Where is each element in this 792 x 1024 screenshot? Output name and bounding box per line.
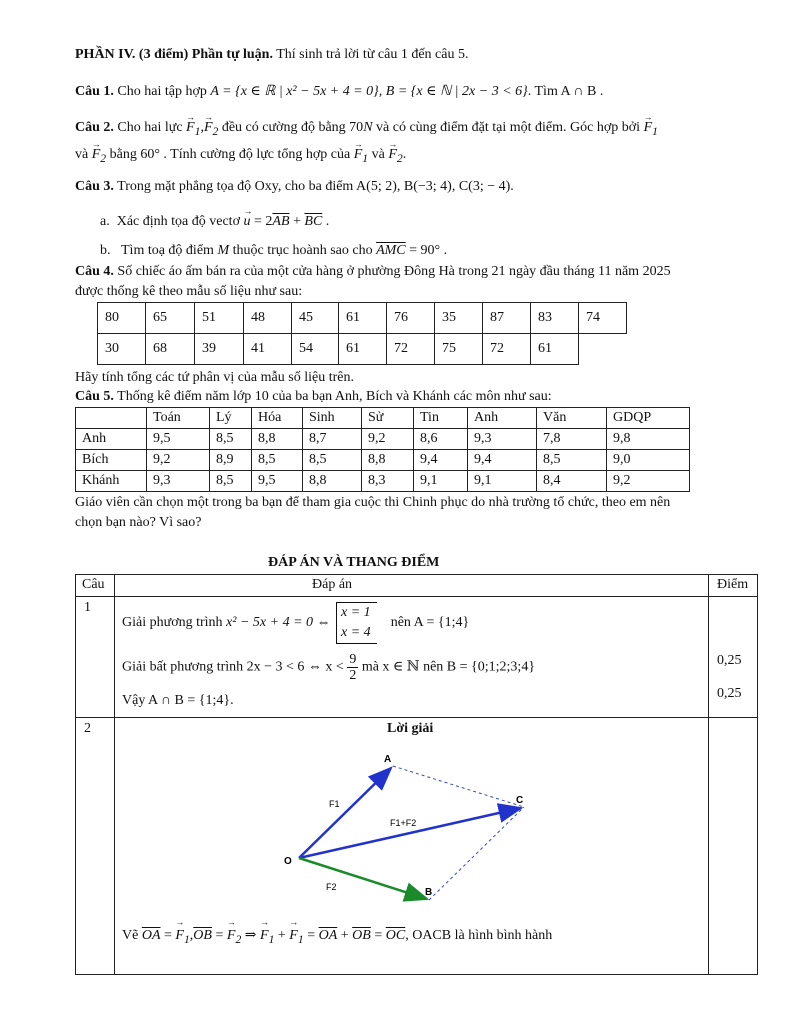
table-cell: 8,5 [252, 450, 303, 471]
q3b-eq: = 90° . [405, 243, 448, 258]
q5-label: Câu 5. [75, 389, 114, 404]
score-cell: 0,25 [717, 653, 742, 668]
vector-oa [299, 768, 391, 858]
table-cell: 45 [292, 303, 339, 334]
question-3b [100, 242, 447, 260]
oa-vector: $\overline{OA}$ [318, 928, 338, 943]
table-cell: Khánh [76, 471, 147, 492]
table-cell: 74 [579, 303, 627, 334]
table-cell: 30 [98, 334, 146, 365]
table-cell: 65 [146, 303, 195, 334]
table-cell: 9,8 [607, 429, 690, 450]
table-cell: Bích [76, 450, 147, 471]
answer-1-line1 [122, 602, 469, 644]
q4-text1: Số chiếc áo ấm bán ra của một cửa hàng ở phường Đông Hà trong 21 ngày đầu tháng 11 năm 2025 [113, 264, 671, 279]
table-row [76, 429, 690, 450]
table-cell: 51 [195, 303, 244, 334]
row-divider [76, 717, 757, 718]
table-cell: 35 [435, 303, 483, 334]
a1-set-a: nên A = {1;4} [390, 615, 470, 631]
ab-vector: $\overline{AB}$ [272, 214, 290, 229]
table-cell: 61 [339, 303, 387, 334]
question-2-line1: Câu 2. Cho hai lực → $F_1,\to F_2$ đều có cường độ bằng 70N và có cùng điểm đặt tại một điểm. Góc hợp bởi → $F_1$ [75, 119, 658, 141]
table-cell: 61 [531, 334, 579, 365]
vector-ob [299, 858, 427, 899]
question-4-line1 [75, 263, 671, 281]
q5-after-text2: chọn bạn nào? Vì sao? [75, 515, 202, 530]
answer-1-line2 [122, 652, 535, 683]
question-3 [75, 178, 514, 196]
answer-2-number: 2 [84, 721, 91, 736]
table-cell: 9,1 [414, 471, 468, 492]
table-cell: 48 [244, 303, 292, 334]
question-4-line2 [75, 283, 302, 301]
table-header-cell: Tin [414, 408, 468, 429]
table-cell: 76 [387, 303, 435, 334]
table-cell: 80 [98, 303, 146, 334]
f1-symbol: → $F_1$ [260, 928, 274, 946]
q5-text: Thống kê điểm năm lớp 10 của ba bạn Anh, Bích và Khánh các môn như sau: [113, 389, 552, 404]
answer-title [268, 554, 439, 572]
q3b-label: b. [100, 243, 111, 258]
table-cell: 54 [292, 334, 339, 365]
table-cell: 8,5 [210, 429, 252, 450]
fraction-9-2 [347, 652, 358, 683]
table-cell: 9,2 [607, 471, 690, 492]
q2-text-c: và có cùng điểm đặt tại một điểm. Góc hợp bởi [372, 120, 644, 135]
parallelogram-figure [266, 750, 546, 910]
label-o: O [284, 856, 292, 867]
a1-root2: x = 4 [341, 625, 371, 640]
a2-title-text: Lời giải [387, 721, 434, 736]
question-5 [75, 388, 552, 406]
question-3a [100, 213, 329, 231]
table-cell: 8,8 [252, 429, 303, 450]
table-cell: 9,4 [414, 450, 468, 471]
q3a-plus: + [289, 214, 305, 229]
header-diem: Điểm [717, 577, 749, 592]
table-cell: 9,4 [468, 450, 537, 471]
table-cell: 8,6 [414, 429, 468, 450]
table-cell: 8,3 [362, 471, 414, 492]
table-cell: 9,3 [147, 471, 210, 492]
q3a-mid: = 2 [250, 214, 273, 229]
table-cell: 9,2 [362, 429, 414, 450]
label-f1: F1 [329, 799, 340, 809]
a1-set-b: mà x ∈ ℕ nên B = {0;1;2;3;4} [358, 659, 536, 675]
q4-after-text: Hãy tính tổng các tứ phân vị của mẫu số liệu trên. [75, 370, 354, 385]
q4-text2: được thống kê theo mẫu số liệu như sau: [75, 284, 303, 299]
answer-2-title [387, 721, 433, 737]
dashed-edge-bc [429, 807, 524, 900]
table-cell: 8,8 [362, 450, 414, 471]
label-b: B [425, 887, 433, 898]
a1-equation: x² − 5x + 4 = 0 ⇔ [226, 615, 331, 631]
part-instruction: Thí sinh trả lời từ câu 1 đến câu 5. [272, 47, 469, 62]
oa-vector: $\overline{OA}$ [141, 928, 161, 943]
f1-symbol: → $F_1$ [289, 928, 303, 946]
table-header-cell: GDQP [607, 408, 690, 429]
q2-text-g: . [402, 147, 407, 162]
a2-conclusion: , OACB là hình bình hành [405, 928, 553, 943]
a2-text: Vẽ [122, 928, 142, 943]
q2-text-e: bằng 60° . Tính cường độ lực tổng hợp của [106, 147, 354, 162]
table-cell: 72 [483, 334, 531, 365]
a1-root1: x = 1 [341, 605, 371, 620]
q3-text: Trong mặt phẳng tọa độ Oxy, cho ba điểm [113, 179, 357, 194]
table-cell: 41 [244, 334, 292, 365]
table-row [76, 450, 690, 471]
q2-text-f: và [368, 147, 389, 162]
empty-cell [579, 334, 627, 365]
q4-label: Câu 4. [75, 264, 114, 279]
f1-symbol: → $F_1$ [354, 146, 368, 168]
question-5-after2 [75, 514, 201, 532]
answer-1-line3: Vậy A ∩ B = {1;4}. [122, 693, 234, 708]
col-divider [708, 575, 709, 974]
table-cell: 8,9 [210, 450, 252, 471]
label-c: C [516, 795, 524, 806]
table-header-cell: Anh [468, 408, 537, 429]
f2-symbol: → $F_2$ [388, 146, 402, 168]
table-cell: 7,8 [537, 429, 607, 450]
question-2-line2 [75, 146, 406, 168]
table-cell: 8,4 [537, 471, 607, 492]
f2-symbol: → $F_2$ [227, 928, 241, 946]
table-header-cell: Văn [537, 408, 607, 429]
table-header-cell: Hóa [252, 408, 303, 429]
q1-text: Cho hai tập hợp [113, 84, 211, 99]
table-row [76, 471, 690, 492]
q3b-m: M [217, 243, 230, 258]
table-header-row [76, 408, 690, 429]
f2-symbol: → $F_2$ [92, 146, 106, 168]
dashed-edge-ac [393, 766, 524, 807]
answer-table [75, 574, 758, 975]
question-5-after1 [75, 494, 670, 512]
f1-symbol: → $F_1$ [175, 928, 189, 946]
table-cell: 83 [531, 303, 579, 334]
table-cell: 8,7 [303, 429, 362, 450]
table-cell: 9,1 [468, 471, 537, 492]
q2-text-d: và [75, 147, 92, 162]
q1-set-b: , B = {x ∈ ℕ | 2x − 3 < 6} [378, 84, 528, 99]
header-dapan: Đáp án [312, 577, 353, 592]
q1-label: Câu 1. [75, 84, 114, 99]
bc-vector: $\overline{BC}$ [304, 214, 323, 229]
question-4-after [75, 369, 354, 387]
f1-symbol: → $F_1$ [644, 119, 658, 141]
ob-vector: $\overline{OB}$ [193, 928, 212, 943]
q3b-text: Tìm toạ độ điểm [121, 243, 218, 258]
table-cell: 8,5 [210, 471, 252, 492]
q1-set-a: A = {x ∈ ℝ | x² − 5x + 4 = 0} [210, 84, 379, 99]
u-vector: → u [243, 213, 250, 231]
q5-after-text1: Giáo viên cần chọn một trong ba bạn để tham gia cuộc thi Chinh phục do nhà trường tổ chức, theo em nên [75, 495, 671, 510]
table-cell: 9,3 [468, 429, 537, 450]
table-cell: 9,5 [252, 471, 303, 492]
table-cell: 8,8 [303, 471, 362, 492]
q2-text-b: đều có cường độ bằng 70 [218, 120, 364, 135]
q3a-text: Xác định tọa độ vectơ [116, 214, 244, 229]
table-header-cell: Sinh [303, 408, 362, 429]
table-cell: Anh [76, 429, 147, 450]
ob-vector: $\overline{OB}$ [352, 928, 371, 943]
table-cell: 9,2 [147, 450, 210, 471]
part-header [75, 46, 468, 64]
f1-symbol: → $F_1$ [186, 119, 200, 141]
table-cell: 8,5 [303, 450, 362, 471]
table-row [98, 303, 627, 334]
row-divider [76, 596, 757, 597]
table-cell: 61 [339, 334, 387, 365]
frac-num: 9 [349, 652, 357, 667]
q3-label: Câu 3. [75, 179, 114, 194]
q3a-label: a. [100, 214, 110, 229]
table-header-cell: Lý [210, 408, 252, 429]
f2-symbol: → $F_2$ [204, 119, 218, 141]
oc-vector: $\overline{OC}$ [385, 928, 406, 943]
a1-ineq: Giải bất phương trình 2x − 3 < 6 ⇔ x < [122, 659, 348, 675]
q2-text-a: Cho hai lực [113, 120, 187, 135]
q2-unit: N [363, 120, 373, 135]
table-header-cell [76, 408, 147, 429]
table-cell: 87 [483, 303, 531, 334]
table-cell: 39 [195, 334, 244, 365]
question-1 [75, 83, 603, 101]
table-cell: 9,5 [147, 429, 210, 450]
table-cell: 75 [435, 334, 483, 365]
table-header-cell: Toán [147, 408, 210, 429]
part-title: PHẦN IV. (3 điểm) Phần tự luận. [75, 47, 273, 62]
table-cell: 68 [146, 334, 195, 365]
a1-text: Giải phương trình [122, 615, 227, 631]
table-row [98, 334, 627, 365]
col-divider [114, 575, 115, 974]
table-cell: 72 [387, 334, 435, 365]
q1-end: . Tìm A ∩ B . [527, 84, 604, 99]
a1-solution-bracket [336, 602, 377, 644]
angle-amc: $\overline{AMC}$ [376, 243, 406, 258]
table-header-cell: Sử [362, 408, 414, 429]
label-f1-plus-f2: F1+F2 [390, 818, 417, 828]
q3-points: A(5; 2), B(−3; 4), C(3; − 4). [356, 179, 514, 194]
answer-title-text: ĐÁP ÁN VÀ THANG ĐIỂM [268, 555, 440, 570]
vector-oc [299, 808, 521, 858]
frac-den: 2 [349, 668, 357, 683]
answer-2-last-line: Vẽ $\overline{OA}$ = → $F_1,\overline{OB}$ = → $F_2$ ⇒ → $F_1$ + → $F_1 = \overline{OA} + \overline{OB} = \overline{OC}$, OACB là hình bình hành [122, 927, 552, 946]
label-a: A [384, 754, 392, 765]
q4-data-table [97, 302, 627, 365]
q3a-end: . [322, 214, 330, 229]
table-cell: 9,0 [607, 450, 690, 471]
header-cau: Câu [82, 577, 105, 592]
answer-1-number: 1 [84, 600, 91, 615]
label-f2: F2 [326, 882, 337, 892]
table-cell: 8,5 [537, 450, 607, 471]
q2-label: Câu 2. [75, 120, 114, 135]
q5-score-table [75, 407, 690, 492]
q3b-text2: thuộc trục hoành sao cho [229, 243, 377, 258]
score-cell: 0,25 [717, 686, 742, 701]
